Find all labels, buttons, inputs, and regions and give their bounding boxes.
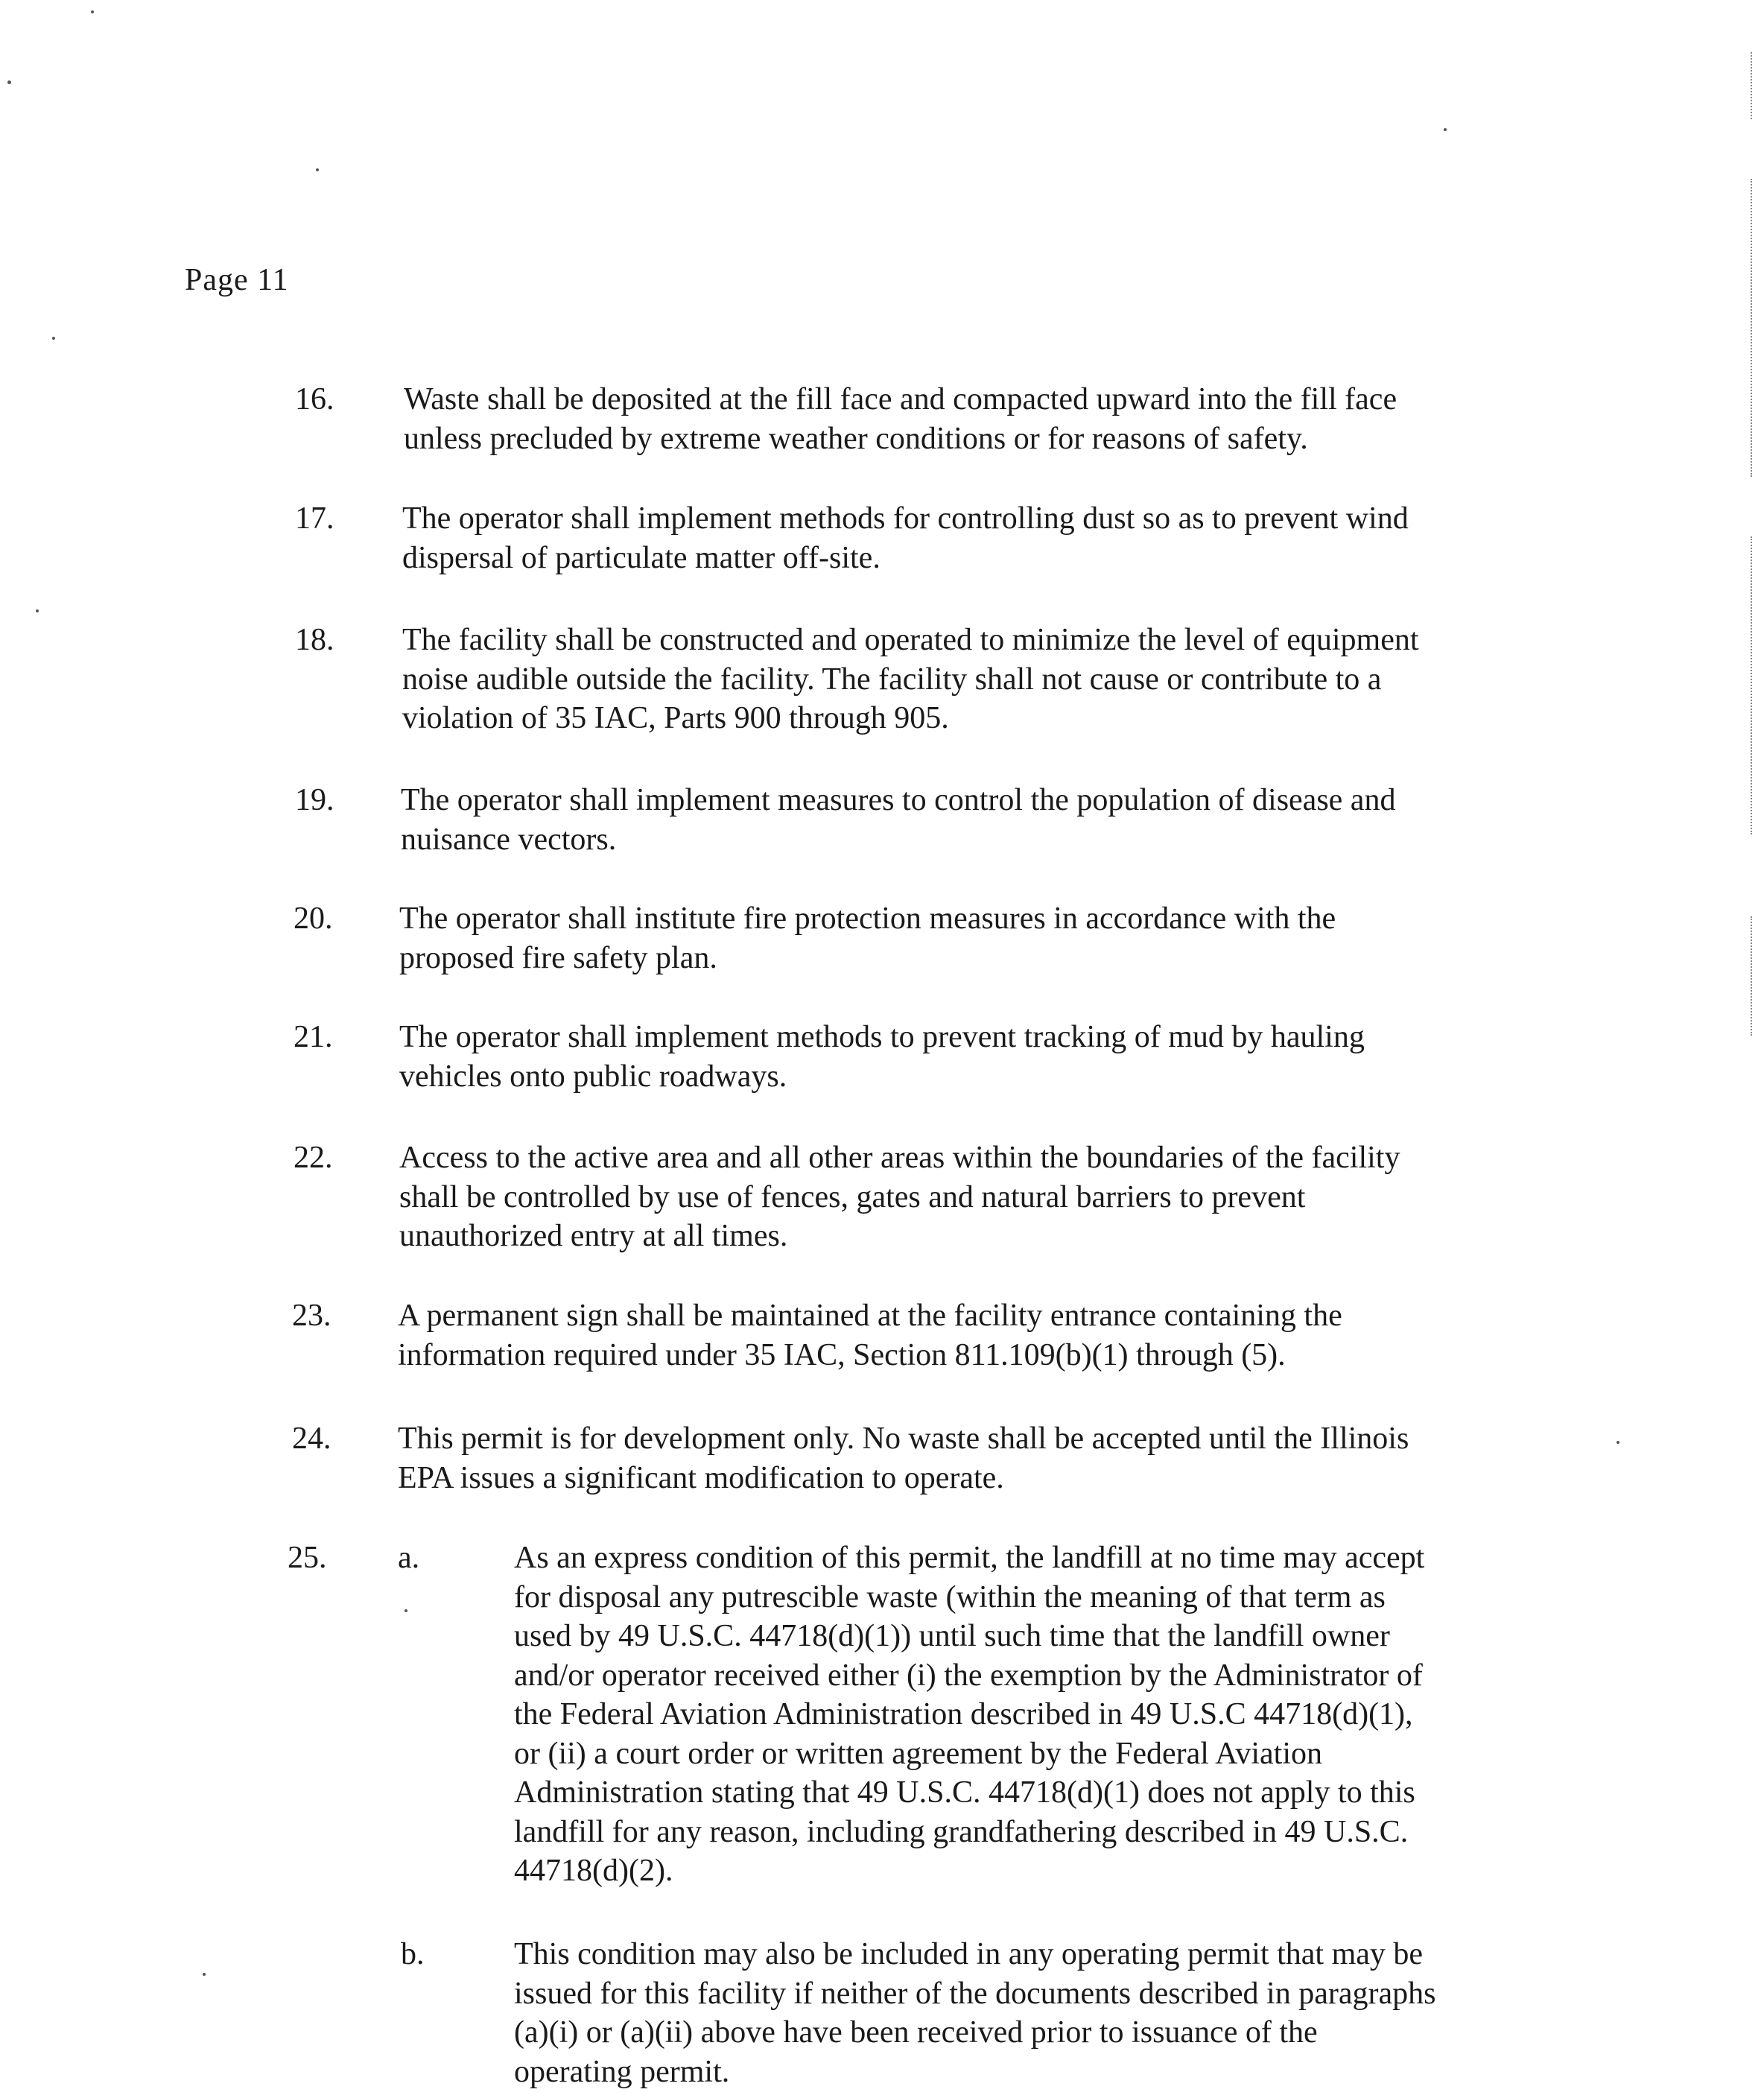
condition-23 — [0, 1296, 1764, 1378]
condition-text: A permanent sign shall be maintained at the facility entrance containing the information required under 35 IAC, Section 811.109(b)(1) through (5). — [398, 1299, 1342, 1372]
condition-text: Access to the active area and all other areas within the boundaries of the facility shall be controlled by use of fences, gates and natural barriers to prevent unauthorized entry at all times. — [399, 1141, 1400, 1253]
condition-25-b — [0, 1935, 1764, 2095]
condition-number: 24. — [292, 1422, 331, 1456]
condition-number: 17. — [295, 501, 334, 536]
condition-24 — [0, 1419, 1764, 1501]
condition-number: 20. — [294, 901, 333, 936]
page-number: Page 11 — [185, 263, 289, 297]
condition-number: 19. — [295, 783, 334, 817]
scan-speck — [91, 10, 94, 13]
condition-22 — [0, 1138, 1764, 1258]
condition-text: Waste shall be deposited at the fill face and compacted upward into the fill face unless precluded by extreme weather conditions or for reasons of safety. — [404, 382, 1397, 456]
condition-text: The operator shall institute fire protection measures in accordance with the proposed fire safety plan. — [399, 901, 1336, 975]
condition-number: 25. — [288, 1541, 327, 1575]
condition-number: 16. — [295, 382, 334, 416]
scan-speck — [316, 168, 319, 171]
subparagraph-b-text: This condition may also be included in any operating permit that may be issued for this facility if neither of the documents described in paragraphs (a)(i) or (a)(ii) above have been received prior to issuance of the operating permit. — [514, 1937, 1436, 2089]
condition-number: 21. — [294, 1020, 333, 1054]
condition-21 — [0, 1018, 1764, 1100]
condition-text: The operator shall implement measures to control the population of disease and nuisance vectors. — [401, 783, 1396, 857]
condition-text: This permit is for development only. No waste shall be accepted until the Illinois EPA issues a significant modification to operate. — [398, 1422, 1409, 1495]
scan-speck — [52, 337, 55, 340]
condition-number: 23. — [292, 1299, 331, 1333]
condition-text: The operator shall implement methods for controlling dust so as to prevent wind dispersal of particulate matter off-site. — [402, 501, 1409, 575]
scan-speck — [36, 609, 39, 612]
condition-16 — [0, 380, 1764, 462]
subparagraph-b-label: b. — [401, 1937, 425, 1971]
scan-speck — [7, 80, 11, 84]
condition-text: The operator shall implement methods to prevent tracking of mud by hauling vehicles onto public roadways. — [399, 1020, 1365, 1094]
scan-speck — [1444, 128, 1447, 131]
scan-edge-line — [1751, 52, 1754, 119]
condition-17 — [0, 499, 1764, 581]
condition-number: 18. — [295, 623, 334, 657]
condition-number: 22. — [294, 1141, 333, 1175]
condition-text: The facility shall be constructed and operated to minimize the level of equipment noise audible outside the facility. The facility shall not cause or contribute to a violation of 35 IAC, Parts 900 through 905. — [402, 623, 1419, 735]
condition-18 — [0, 621, 1764, 740]
condition-20 — [0, 899, 1764, 981]
subparagraph-a-text: As an express condition of this permit, the landfill at no time may accept for disposal any putrescible waste (within the meaning of that term as used by 49 U.S.C. 44718(d)(1)) until such time that the landfill owner and/or operator received either (i) the exemption by the Administrator of the Federal Aviation Administration described in 49 U.S.C 44718(d)(1), or (ii) a court order or written agreement by the Federal Aviation Administration stating that 49 U.S.C. 44718(d)(1) does not apply to this landfill for any reason, including grandfathering described in 49 U.S.C. 44718(d)(2). — [514, 1541, 1425, 1888]
condition-19 — [0, 781, 1764, 863]
subparagraph-a-label: a. — [398, 1541, 420, 1575]
